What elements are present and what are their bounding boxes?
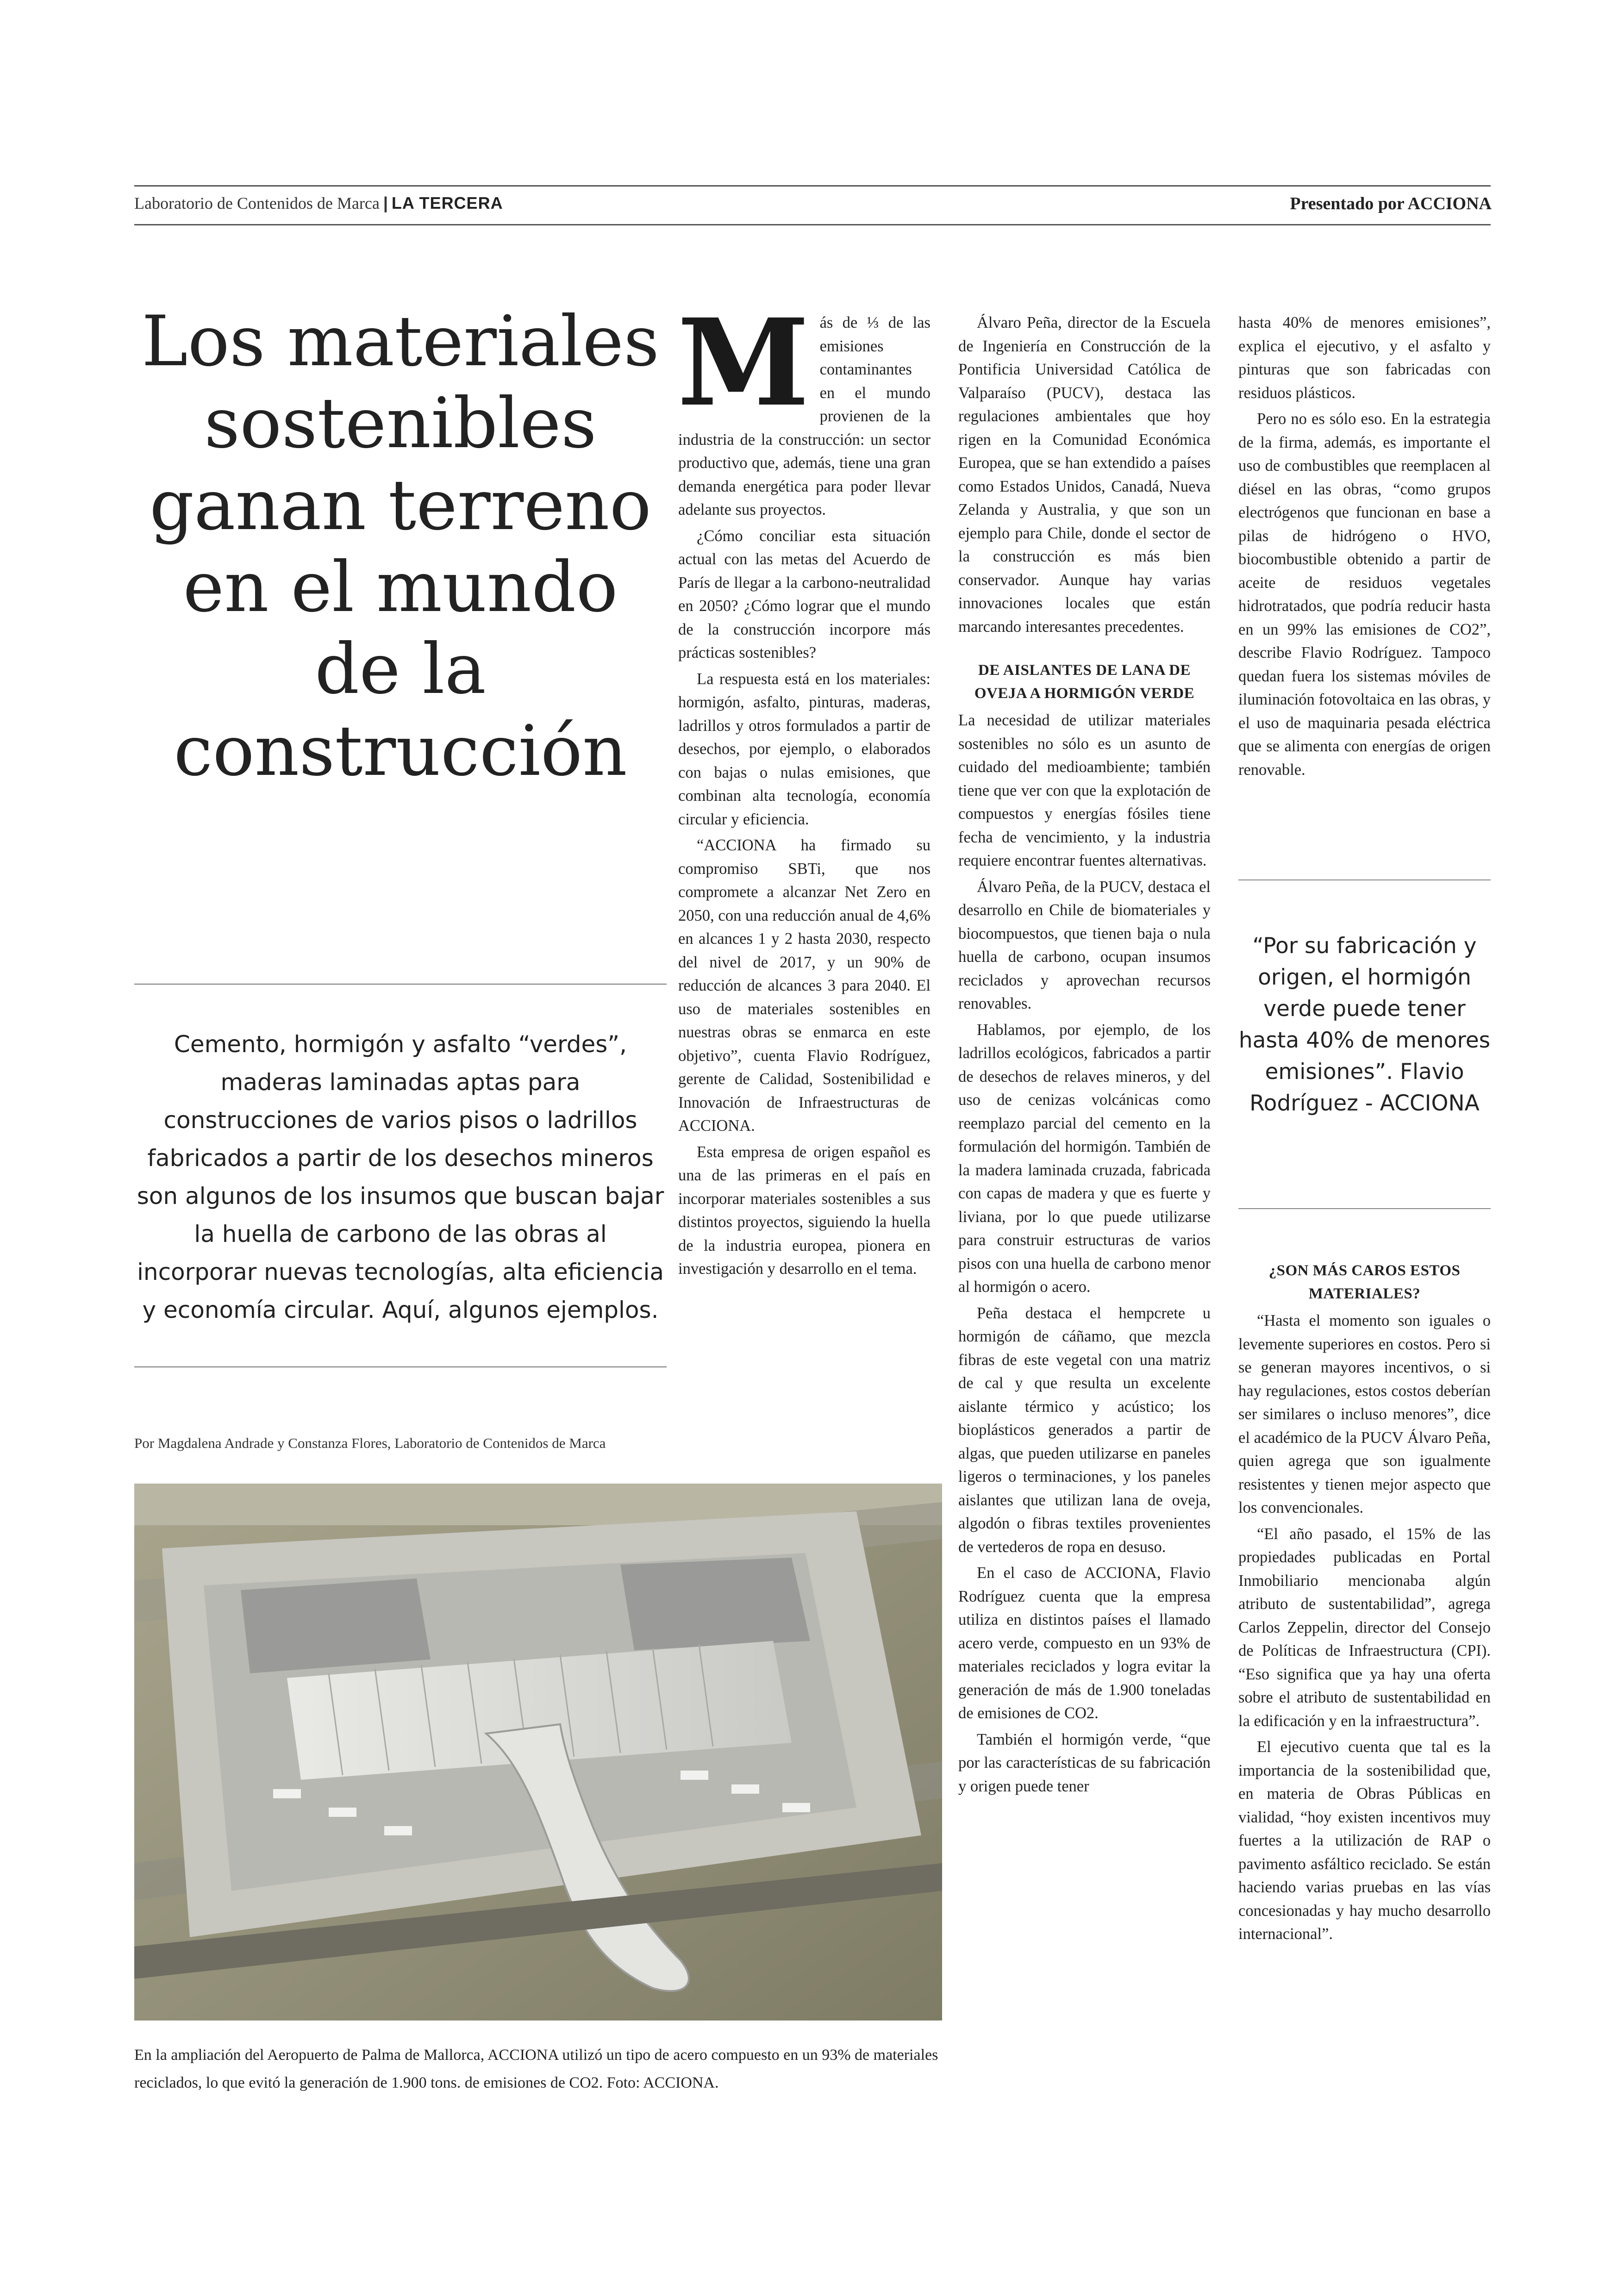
sponsor-label: Presentado por ACCIONA [1290, 194, 1492, 213]
body-paragraph: También el hormigón verde, “que por las características de su fabricación y origen puede tener [958, 1730, 1211, 1795]
airport-photo-graphic [134, 1484, 942, 2021]
header-brand-lab [134, 193, 503, 213]
header-separator: | [383, 193, 388, 212]
photo-caption: En la ampliación del Aeropuerto de Palma de Mallorca, ACCIONA utilizó un tipo de acero compuesto en un 93% de materiales reciclados, lo que evitó la generación de 1.900 tons. de emisiones de CO2. Foto: ACCIONA. [134, 2046, 938, 2091]
body-paragraph: Peña destaca el hempcrete u hormigón de cáñamo, que mezcla fibras de este vegetal con una matriz de cal y que resulta un excelente aislante térmico y acústico; los bioplásticos generados a partir de algas, que pueden utilizarse en paneles ligeros o terminaciones, y los paneles aislantes que utilizan lana de oveja, algodón o fibras textiles provenientes de vertederos de ropa en desuso. [958, 1304, 1211, 1556]
article-column-3-top [1238, 311, 1491, 784]
publication-name: LA TERCERA [391, 193, 503, 212]
article-lead: Cemento, hormigón y asfalto “verdes”, maderas laminadas aptas para construcciones de varios pisos o ladrillos fabricados a partir de los desechos mineros son algunos de los insumos que buscan bajar la huella de carbono de las obras al incorporar nuevas tecnologías, alta eficiencia y economía circular. Aquí, algunos ejemplos. [137, 1031, 664, 1323]
section-subheading: ¿SON MÁS CAROS ESTOS MATERIALES? [1268, 1262, 1461, 1302]
lead-divider [134, 1366, 667, 1367]
body-paragraph: Álvaro Peña, de la PUCV, destaca el desarrollo en Chile de biomateriales y biocompuestos, que tienen baja o nula huella de carbono, ocupan insumos reciclados y aprovechan recursos renovables. [958, 878, 1211, 1012]
body-paragraph: ¿Cómo conciliar esta situación actual con las metas del Acuerdo de París de llegar a la carbono-neutralidad en 2050? ¿Cómo lograr que el mundo de la construcción incorpore más prácticas sostenibles? [678, 527, 931, 661]
header-lab-label: Laboratorio de Contenidos de Marca [134, 194, 380, 212]
drop-cap: M [677, 293, 810, 433]
pull-quote: “Por su fabricación y origen, el hormigón verde puede tener hasta 40% de menores emisiones”. Flavio Rodríguez - ACCIONA [1238, 933, 1491, 1116]
airport-aerial-photo [134, 1484, 942, 2021]
header-bottom-rule [134, 224, 1491, 225]
body-paragraph: La respuesta está en los materiales: hormigón, asfalto, pinturas, maderas, ladrillos y otros formulados a partir de desechos, por ejemplo, o elaborados con bajas o nulas emisiones, que combinan alta tecnología, economía circular y eficiencia. [678, 670, 931, 828]
body-paragraph: “El año pasado, el 15% de las propiedades publicadas en Portal Inmobiliario mencionaba algún atributo de sustentabilidad”, agrega Carlos Zeppelin, director del Consejo de Políticas de Infraestructura (CPI). “Eso significa que ya hay una oferta sobre el atributo de sustentabilidad en la edificación y en la infraestructura”. [1238, 1525, 1491, 1730]
quote-bottom-rule [1238, 1208, 1491, 1209]
body-paragraph: Esta empresa de origen español es una de las primeras en el país en incorporar materiales sostenibles a sus distintos proyectos, siguiendo la huella de la industria europea, pionera en investigación y desarrollo en el tema. [678, 1143, 931, 1278]
quote-top-rule [1238, 879, 1491, 880]
body-paragraph: ás de ⅓ de las emisiones contaminantes en el mundo provienen de la industria de la construcción: un sector productivo que, además, tiene una gran demanda energética para poder llevar adelante sus proyectos. [678, 314, 931, 518]
header-top-rule [134, 185, 1491, 187]
body-paragraph: En el caso de ACCIONA, Flavio Rodríguez cuenta que la empresa utiliza en distintos países el llamado acero verde, compuesto en un 93% de materiales reciclados y logra evitar la generación de más de 1.900 toneladas de emisiones de CO2. [958, 1564, 1211, 1722]
body-paragraph: Hablamos, por ejemplo, de los ladrillos ecológicos, fabricados a partir de desechos de relaves mineros, y del uso de cenizas volcánicas como reemplazo parcial del cemento en la formulación del hormigón. También de la madera laminada cruzada, fabricada con capas de madera y que es fuerte y liviana, por lo que puede utilizarse para construir estructuras de varios pisos con una huella de carbono menor al hormigón o acero. [958, 1021, 1211, 1296]
body-paragraph: Pero no es sólo eso. En la estrategia de la firma, además, es importante el uso de combustibles que reemplacen al diésel en las obras, “como grupos electrógenos que funcionan en base a pilas de hidrógeno o HVO, biocombustible obtenido a partir de aceite de residuos vegetales hidrotratados, que podría reducir hasta en un 99% las emisiones de CO2”, describe Flavio Rodríguez. Tampoco quedan fuera los sistemas móviles de iluminación fotovoltaica en las obras, y el uso de maquinaria pesada eléctrica que se alimenta con energías de origen renovable. [1238, 410, 1491, 779]
body-paragraph: El ejecutivo cuenta que tal es la importancia de la sostenibilidad que, en materia de Obras Públicas en vialidad, “hoy existen incentivos muy fuertes a la utilización de RAP o pavimento asfáltico reciclado. Se están haciendo varias pruebas en las vías concesionadas y hay mucho desarrollo internacional”. [1238, 1738, 1491, 1943]
article-column-2 [958, 311, 1211, 1801]
byline: Por Magdalena Andrade y Constanza Flores, Laboratorio de Contenidos de Marca [134, 1435, 606, 1451]
article-column-1 [677, 293, 931, 1284]
section-subheading: DE AISLANTES DE LANA DE OVEJA A HORMIGÓN VERDE [974, 662, 1195, 702]
body-paragraph: La necesidad de utilizar materiales sostenibles no sólo es un asunto de cuidado del medioambiente; también tiene que ver con que la explotación de compuestos y energías fósiles tiene fecha de vencimiento, y la industria requiere encontrar fuentes alternativas. [958, 711, 1211, 869]
article-column-3-bottom [1238, 1259, 1491, 1949]
title-divider [134, 984, 667, 985]
body-paragraph: hasta 40% de menores emisiones”, explica el ejecutivo, y el asfalto y pinturas que son fabricadas con residuos plásticos. [1238, 314, 1491, 402]
body-paragraph: “Hasta el momento son iguales o levemente superiores en costos. Pero si se generan mayores incentivos, o si hay regulaciones, estos costos deberían ser similares o incluso menores”, dice el académico de la PUCV Álvaro Peña, quien agrega que son igualmente resistentes y tienen mejor aspecto que los convencionales. [1238, 1312, 1491, 1516]
body-paragraph: Álvaro Peña, director de la Escuela de Ingeniería en Construcción de la Pontificia Universidad Católica de Valparaíso (PUCV), destaca las regulaciones ambientales que hoy rigen en la Comunidad Económica Europea, que se han extendido a países como Estados Unidos, Canadá, Nueva Zelanda y Australia, y que son un ejemplo para Chile, donde el sector de la construcción es más bien conservador. Aunque hay varias innovaciones locales que están marcando interesantes precedentes. [958, 314, 1211, 636]
body-paragraph: “ACCIONA ha firmado su compromiso SBTi, que nos compromete a alcanzar Net Zero en 2050, con una reducción anual de 4,6% en alcances 1 y 2 hasta 2030, respecto del nivel de 2017, y un 90% de reducción de alcances 3 para 2040. El uso de materiales sostenibles en nuestras obras se enmarca en este objetivo”, cuenta Flavio Rodríguez, gerente de Calidad, Sostenibilidad e Innovación de Infraestructuras de ACCIONA. [678, 836, 931, 1135]
article-title: Los materiales sostenibles ganan terreno en el mundo de la construcción [141, 301, 660, 792]
